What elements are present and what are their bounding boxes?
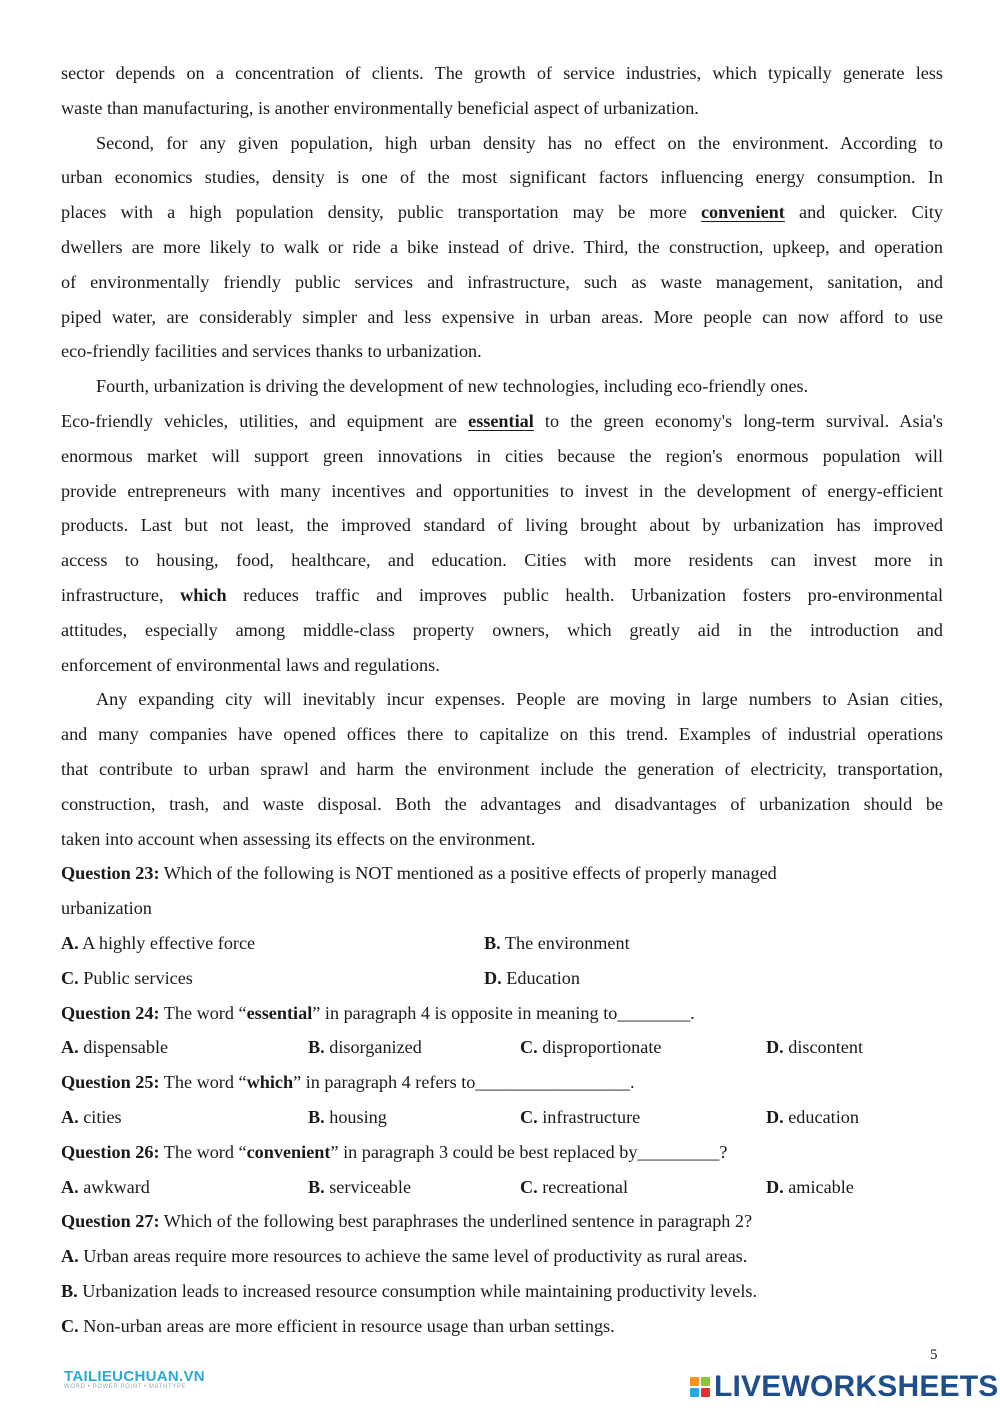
question-23-options-row-2 bbox=[61, 961, 943, 996]
passage-line: eco-friendly facilities and services thanks to urbanization. bbox=[61, 341, 482, 362]
option-a[interactable]: A. Urban areas require more resources to achieve the same level of productivity as rural areas. bbox=[61, 1246, 748, 1267]
passage-line: piped water, are considerably simpler and less expensive in urban areas. More people can now afford to use bbox=[61, 306, 943, 327]
question-25: Question 25: The word “which” in paragraph 4 refers to_________________. bbox=[61, 1072, 635, 1093]
question-27: Question 27: Which of the following best paraphrases the underlined sentence in paragraph 2? bbox=[61, 1211, 753, 1232]
document-page bbox=[61, 56, 943, 1343]
option-b[interactable]: B. serviceable bbox=[308, 1176, 412, 1197]
passage-line: waste than manufacturing, is another environmentally beneficial aspect of urbanization. bbox=[61, 97, 699, 118]
option-d[interactable]: D. Education bbox=[484, 967, 580, 988]
passage-line: access to housing, food, healthcare, and education. Cities with more residents can invest more in bbox=[61, 550, 943, 571]
passage-line: and many companies have opened offices there to capitalize on this trend. Examples of industrial operations bbox=[61, 724, 943, 745]
passage-line: places with a high population density, public transportation may be more convenient and quicker. City bbox=[61, 202, 943, 223]
passage-line: of environmentally friendly public services and infrastructure, such as waste management, sanitation, and bbox=[61, 271, 943, 292]
question-23-options-row-1 bbox=[61, 926, 943, 961]
question-24: Question 24: The word “essential” in paragraph 4 is opposite in meaning to________. bbox=[61, 1002, 695, 1023]
option-c[interactable]: C. recreational bbox=[520, 1176, 629, 1197]
question-24-options bbox=[61, 1030, 943, 1065]
question-26-options bbox=[61, 1170, 943, 1205]
liveworksheets-icon bbox=[690, 1377, 710, 1397]
passage-line: that contribute to urban sprawl and harm the environment include the generation of electricity, transportation, bbox=[61, 758, 943, 779]
option-a[interactable]: A. A highly effective force bbox=[61, 932, 256, 953]
passage-line: enforcement of environmental laws and regulations. bbox=[61, 654, 440, 675]
option-a[interactable]: A. awkward bbox=[61, 1176, 150, 1197]
option-d[interactable]: D. amicable bbox=[766, 1176, 854, 1197]
option-b[interactable]: B. housing bbox=[308, 1106, 387, 1127]
highlighted-word-essential: essential bbox=[468, 410, 534, 431]
passage-line: dwellers are more likely to walk or ride a bike instead of drive. Third, the construction, upkeep, and operation bbox=[61, 236, 943, 257]
option-c[interactable]: C. infrastructure bbox=[520, 1106, 641, 1127]
option-c[interactable]: C. Non-urban areas are more efficient in resource usage than urban settings. bbox=[61, 1315, 615, 1336]
page-number: 5 bbox=[930, 1347, 938, 1363]
option-a[interactable]: A. cities bbox=[61, 1106, 122, 1127]
passage-line: products. Last but not least, the improved standard of living brought about by urbanization has improved bbox=[61, 515, 943, 536]
passage-line: provide entrepreneurs with many incentives and opportunities to invest in the development of energy-efficient bbox=[61, 480, 943, 501]
option-b[interactable]: B. The environment bbox=[484, 932, 630, 953]
question-26: Question 26: The word “convenient” in paragraph 3 could be best replaced by_________? bbox=[61, 1141, 728, 1162]
tailieuchuan-logo[interactable]: TAILIEUCHUAN.VN WORD • POWER POINT • MATHTYPE bbox=[64, 1368, 205, 1390]
option-b[interactable]: B. disorganized bbox=[308, 1037, 422, 1058]
question-25-options bbox=[61, 1100, 943, 1135]
question-23: Question 23: Which of the following is NOT mentioned as a positive effects of properly managed bbox=[61, 863, 777, 884]
option-c[interactable]: C. Public services bbox=[61, 967, 193, 988]
passage-line: Any expanding city will inevitably incur expenses. People are moving in large numbers to Asian cities, bbox=[96, 689, 943, 710]
highlighted-word-which: which bbox=[180, 584, 227, 605]
passage-line: enormous market will support green innovations in cities because the region's enormous population will bbox=[61, 445, 943, 466]
passage-line: attitudes, especially among middle-class property owners, which greatly aid in the introduction and bbox=[61, 619, 943, 640]
passage-line: infrastructure, which reduces traffic and improves public health. Urbanization fosters pro-environmental bbox=[61, 584, 944, 605]
passage-line: Fourth, urbanization is driving the development of new technologies, including eco-friendly ones. bbox=[96, 376, 809, 397]
option-a[interactable]: A. dispensable bbox=[61, 1037, 169, 1058]
passage-line: sector depends on a concentration of clients. The growth of service industries, which typically generate less bbox=[61, 63, 943, 83]
option-d[interactable]: D. discontent bbox=[766, 1037, 863, 1058]
option-c[interactable]: C. disproportionate bbox=[520, 1037, 662, 1058]
liveworksheets-logo[interactable]: LIVEWORKSHEETS bbox=[690, 1372, 999, 1402]
option-d[interactable]: D. education bbox=[766, 1106, 859, 1127]
passage-line: taken into account when assessing its effects on the environment. bbox=[61, 828, 536, 849]
passage-line: urban economics studies, density is one of the most significant factors influencing energy consumption. In bbox=[61, 167, 943, 188]
question-23-continued: urbanization bbox=[61, 898, 152, 919]
option-b[interactable]: B. Urbanization leads to increased resource consumption while maintaining productivity levels. bbox=[61, 1280, 758, 1301]
highlighted-word-convenient: convenient bbox=[700, 202, 785, 223]
passage-line: Eco-friendly vehicles, utilities, and equipment are essential to the green economy's long-term survival. Asia's bbox=[61, 410, 943, 431]
passage-line: construction, trash, and waste disposal. Both the advantages and disadvantages of urbanization should be bbox=[61, 793, 943, 814]
passage-line: Second, for any given population, high urban density has no effect on the environment. According to bbox=[96, 132, 943, 153]
